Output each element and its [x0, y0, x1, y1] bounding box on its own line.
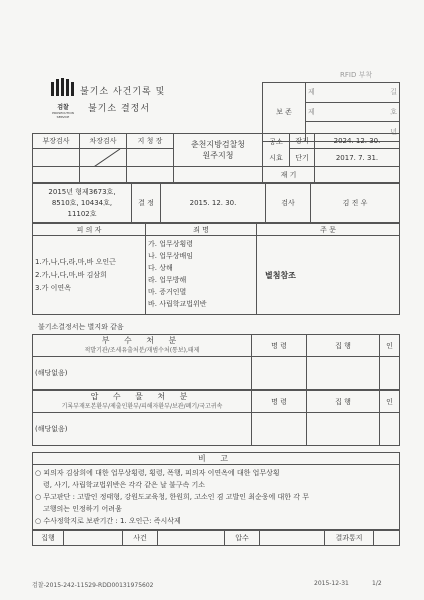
statute-type-short: 단기	[290, 149, 315, 167]
attachment-note: 불기소결정서는 별지와 같음	[38, 323, 124, 331]
decision-label: 결 정	[132, 184, 161, 223]
prosecutor-name: 김 진 우	[311, 184, 400, 223]
rfid-label: RFID 부착	[340, 71, 373, 79]
remark-line: ○ 수사정학지로 보관기간 : 1. 오인근: 즉시삭제	[35, 517, 181, 525]
statute-type-long: 장기	[290, 134, 315, 149]
main-grid	[32, 223, 400, 315]
sub-disposition-table	[32, 334, 400, 390]
remark-line: 령, 사기, 사립학교법위반은 각각 같은 날 불구속 기소	[43, 481, 206, 489]
accused-item: 3.가 이연옥	[35, 283, 71, 292]
sub-disposition-none: (해당없음)	[33, 357, 252, 390]
accused-item: 1.가,나,다,라,마,바 오인근	[35, 257, 116, 266]
approval-table	[32, 133, 400, 183]
seizure-table	[32, 390, 400, 446]
retention-row-2: 제 호	[306, 102, 400, 122]
approval-col-1: 부장검사	[33, 134, 80, 149]
approval-col-3: 지 청 장	[127, 134, 174, 149]
remarks-title: 비 고	[33, 453, 400, 465]
case-numbers: 2015년 형제3673호, 8510호, 10434호, 11102호	[33, 184, 132, 223]
decision-date: 2015. 12. 30.	[161, 184, 266, 223]
retention-row-1: 제 길	[306, 83, 400, 103]
logo-bars-icon	[48, 78, 78, 98]
logo-text: 검찰	[57, 104, 69, 111]
exec-label: 집행	[33, 531, 64, 546]
approval-sign-1	[33, 149, 80, 167]
charges-list	[146, 236, 257, 315]
accused-header: 피 의 자	[33, 224, 146, 236]
sub-col-order: 명 령	[252, 335, 307, 357]
approval-col-2: 차장검사	[80, 134, 127, 149]
footer-date: 2015-12-31	[314, 580, 349, 587]
prosecutor-label: 검사	[266, 184, 311, 223]
seizure-heading: 압 수 물 처 분 기록부재포본환부/제출인환부/피해자환부/보관/폐기/국고귀속	[33, 391, 252, 413]
retention-row-3: 년	[306, 122, 400, 142]
statute-label: 공소 시효	[263, 134, 290, 167]
title-line-2: 불기소 결정서	[88, 104, 151, 114]
charge-item: 마. 증거인멸	[148, 288, 187, 296]
reprosecution-label: 재 기	[263, 167, 315, 183]
remark-line: 고행의는 인정하기 어려움	[43, 505, 122, 513]
charge-item: 나. 업무상배임	[148, 252, 194, 260]
execution-table	[32, 530, 400, 546]
seizure-col-seal: 인	[380, 391, 400, 413]
result-notice-label: 결과통지	[325, 531, 374, 546]
charge-item: 다. 상해	[148, 264, 173, 272]
title-line-1: 불기소 사건기록 및	[80, 87, 166, 97]
remarks-table	[32, 452, 400, 530]
seizure-col-order: 명 령	[252, 391, 307, 413]
prosecution-logo	[48, 78, 78, 119]
case-label: 사건	[123, 531, 158, 546]
charge-item: 라. 업무방해	[148, 276, 187, 284]
remark-line: ○ 피의자 김삼희에 대한 업무상횡령, 횡령, 폭행, 피의자 이연옥에 대한 업무상횡	[35, 469, 280, 477]
sub-disposition-heading: 부 수 처 분 적발기관/조세유출처분/재범수처(통보),태제	[33, 335, 252, 357]
strike-line	[80, 149, 122, 167]
statute-date-long: 2024. 12. 30.	[315, 134, 400, 149]
disposition-header: 주 문	[257, 224, 400, 236]
remark-line: ○ 무고판단 : 고발인 정태형, 강원도교육청, 한원희, 고소인 겸 고발인 최순웅에 대한 각 무	[35, 493, 309, 501]
sub-col-exec: 집 행	[307, 335, 380, 357]
seizure-col-exec: 집 행	[307, 391, 380, 413]
accused-item: 2.가,나,다,마,바 김삼희	[35, 270, 107, 279]
disposition-text: 별첨참조	[257, 236, 400, 315]
retention-label: 보 존	[263, 83, 306, 142]
approval-sign-2	[80, 149, 127, 167]
charge-item: 바. 사립학교법위반	[148, 300, 207, 308]
footer-doc-id: 검찰-2015-242-11529-RDD00131975602	[32, 582, 154, 589]
office-name: 춘천지방검찰청 원주지청	[174, 134, 263, 167]
charge-item: 가. 업무상횡령	[148, 240, 194, 248]
statute-date-short: 2017. 7. 31.	[315, 149, 400, 167]
seizure-label: 압수	[225, 531, 260, 546]
approval-sign-3	[127, 149, 174, 167]
case-table	[32, 183, 400, 223]
charges-header: 죄 명	[146, 224, 257, 236]
remarks-body	[33, 465, 400, 530]
footer-page: 1/2	[372, 580, 382, 587]
accused-list	[33, 236, 146, 315]
sub-col-seal: 인	[380, 335, 400, 357]
logo-subtext: PROSECUTION SERVICE	[52, 111, 74, 119]
seizure-none: (해당없음)	[33, 413, 252, 446]
